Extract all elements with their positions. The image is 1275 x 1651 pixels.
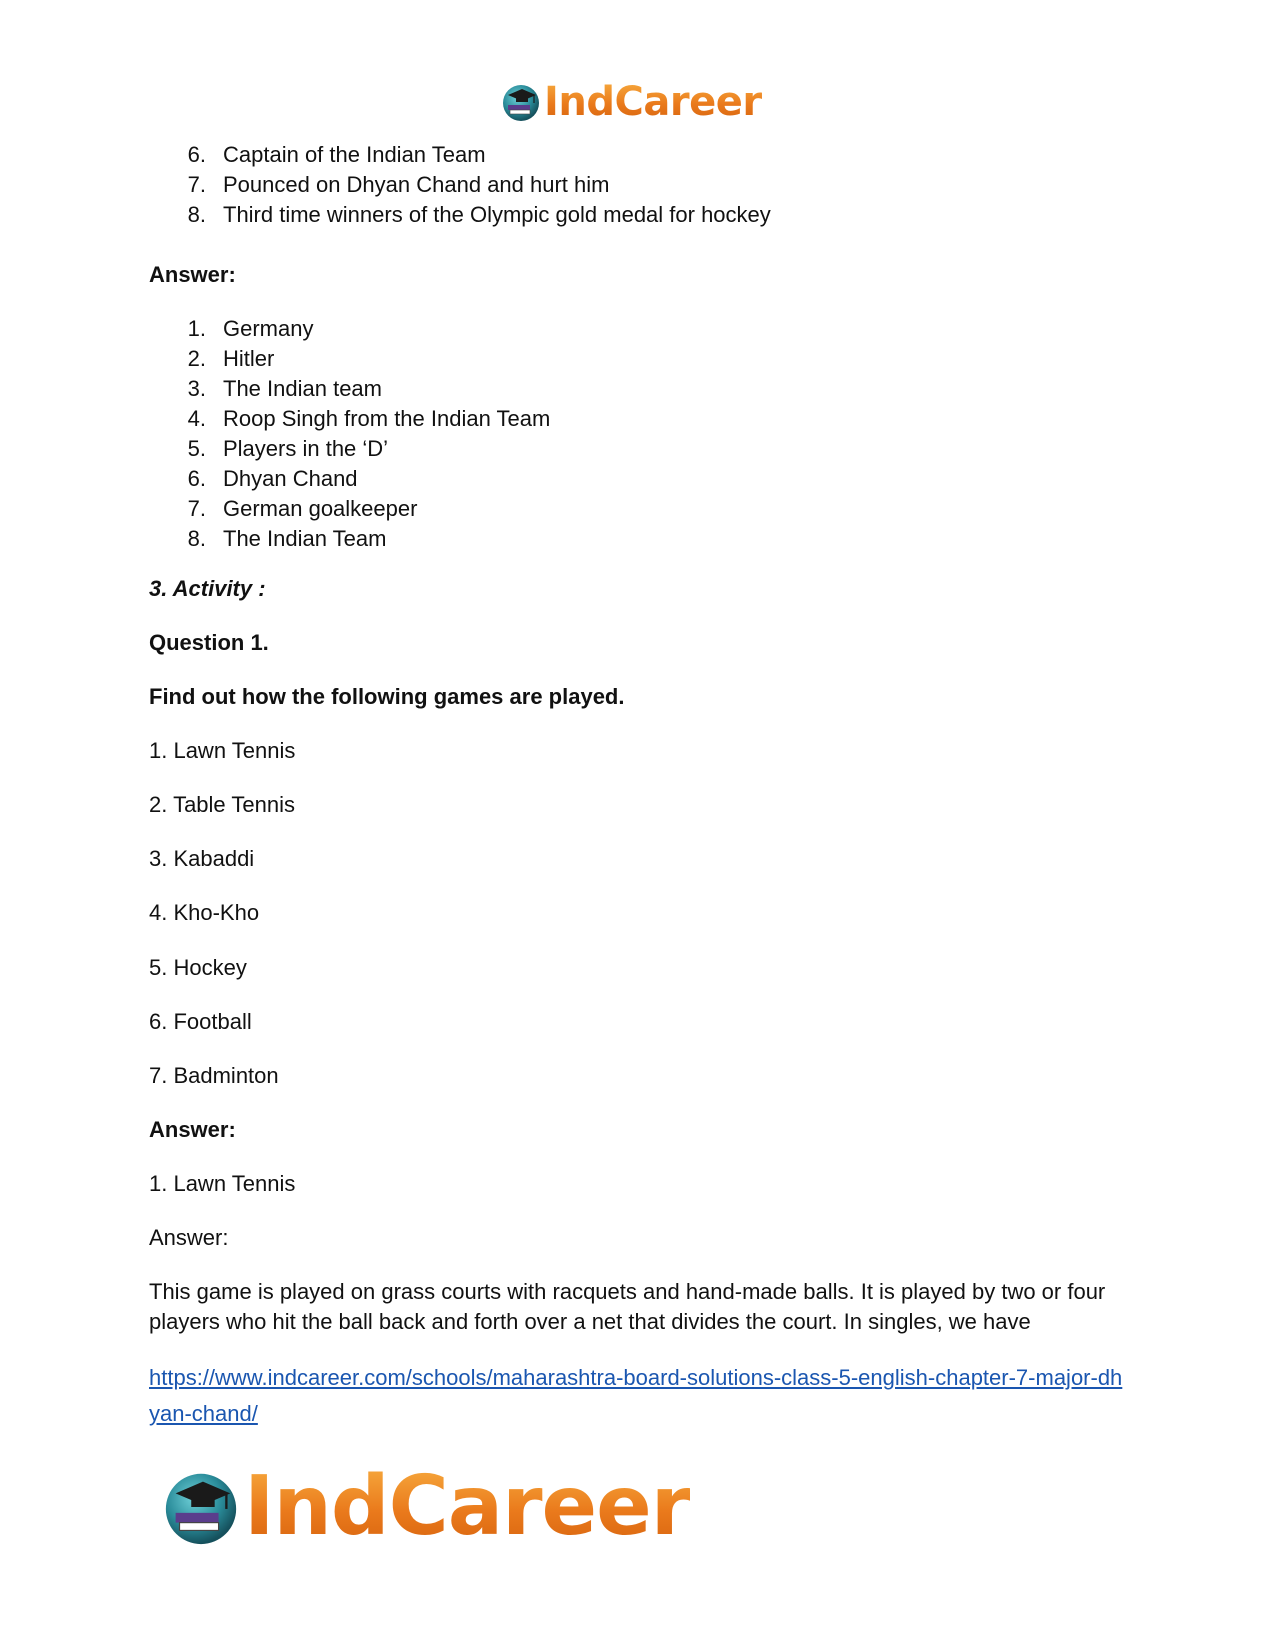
header-logo	[500, 80, 762, 124]
graduation-cap-globe-icon	[160, 1466, 242, 1548]
question-text: Find out how the following games are played.	[149, 684, 625, 709]
answer-paragraph: This game is played on grass courts with racquets and hand-made balls. It is played by two or four players who hit the ball back and forth over a net that divides the court. In singles, we have	[149, 1279, 1106, 1334]
list-item: 4. Roop Singh from the Indian Team	[187, 406, 551, 431]
question-heading: Question 1.	[149, 630, 269, 655]
activity-heading: 3. Activity :	[149, 576, 266, 601]
source-link[interactable]: https://www.indcareer.com/schools/maharashtra-board-solutions-class-5-english-chapter-7-major-dhyan-chand/	[149, 1365, 1123, 1426]
list-item: 8. The Indian Team	[187, 526, 387, 551]
game-item: 4. Kho-Kho	[149, 900, 260, 925]
graduation-cap-globe-icon	[500, 81, 542, 123]
list-item: 8. Third time winners of the Olympic gold medal for hockey	[187, 202, 771, 227]
list-item: 7. German goalkeeper	[187, 496, 418, 521]
game-item: 3. Kabaddi	[149, 846, 255, 871]
list-item: 6. Captain of the Indian Team	[187, 142, 486, 167]
answer-item: 1. Lawn Tennis	[149, 1171, 296, 1196]
answer-heading: Answer:	[149, 1117, 236, 1142]
list-item: 2. Hitler	[187, 346, 275, 371]
list-item: 6. Dhyan Chand	[187, 466, 358, 491]
game-item: 1. Lawn Tennis	[149, 738, 296, 763]
list-item: 5. Players in the ‘D’	[187, 436, 389, 461]
game-item: 6. Football	[149, 1009, 252, 1034]
logo-wordmark: IndCareer	[244, 1459, 691, 1554]
game-item: 7. Badminton	[149, 1063, 279, 1088]
game-item: 5. Hockey	[149, 955, 247, 980]
game-item: 2. Table Tennis	[149, 792, 295, 817]
answer-label: Answer:	[149, 1225, 229, 1250]
answer-list	[149, 314, 550, 554]
footer-logo	[160, 1459, 691, 1554]
list-item: 3. The Indian team	[187, 376, 382, 401]
question-list-continuation	[149, 140, 771, 230]
list-item: 7. Pounced on Dhyan Chand and hurt him	[187, 172, 610, 197]
answer-heading: Answer:	[149, 262, 236, 287]
logo-wordmark: IndCareer	[544, 79, 762, 125]
list-item: 1. Germany	[187, 316, 314, 341]
